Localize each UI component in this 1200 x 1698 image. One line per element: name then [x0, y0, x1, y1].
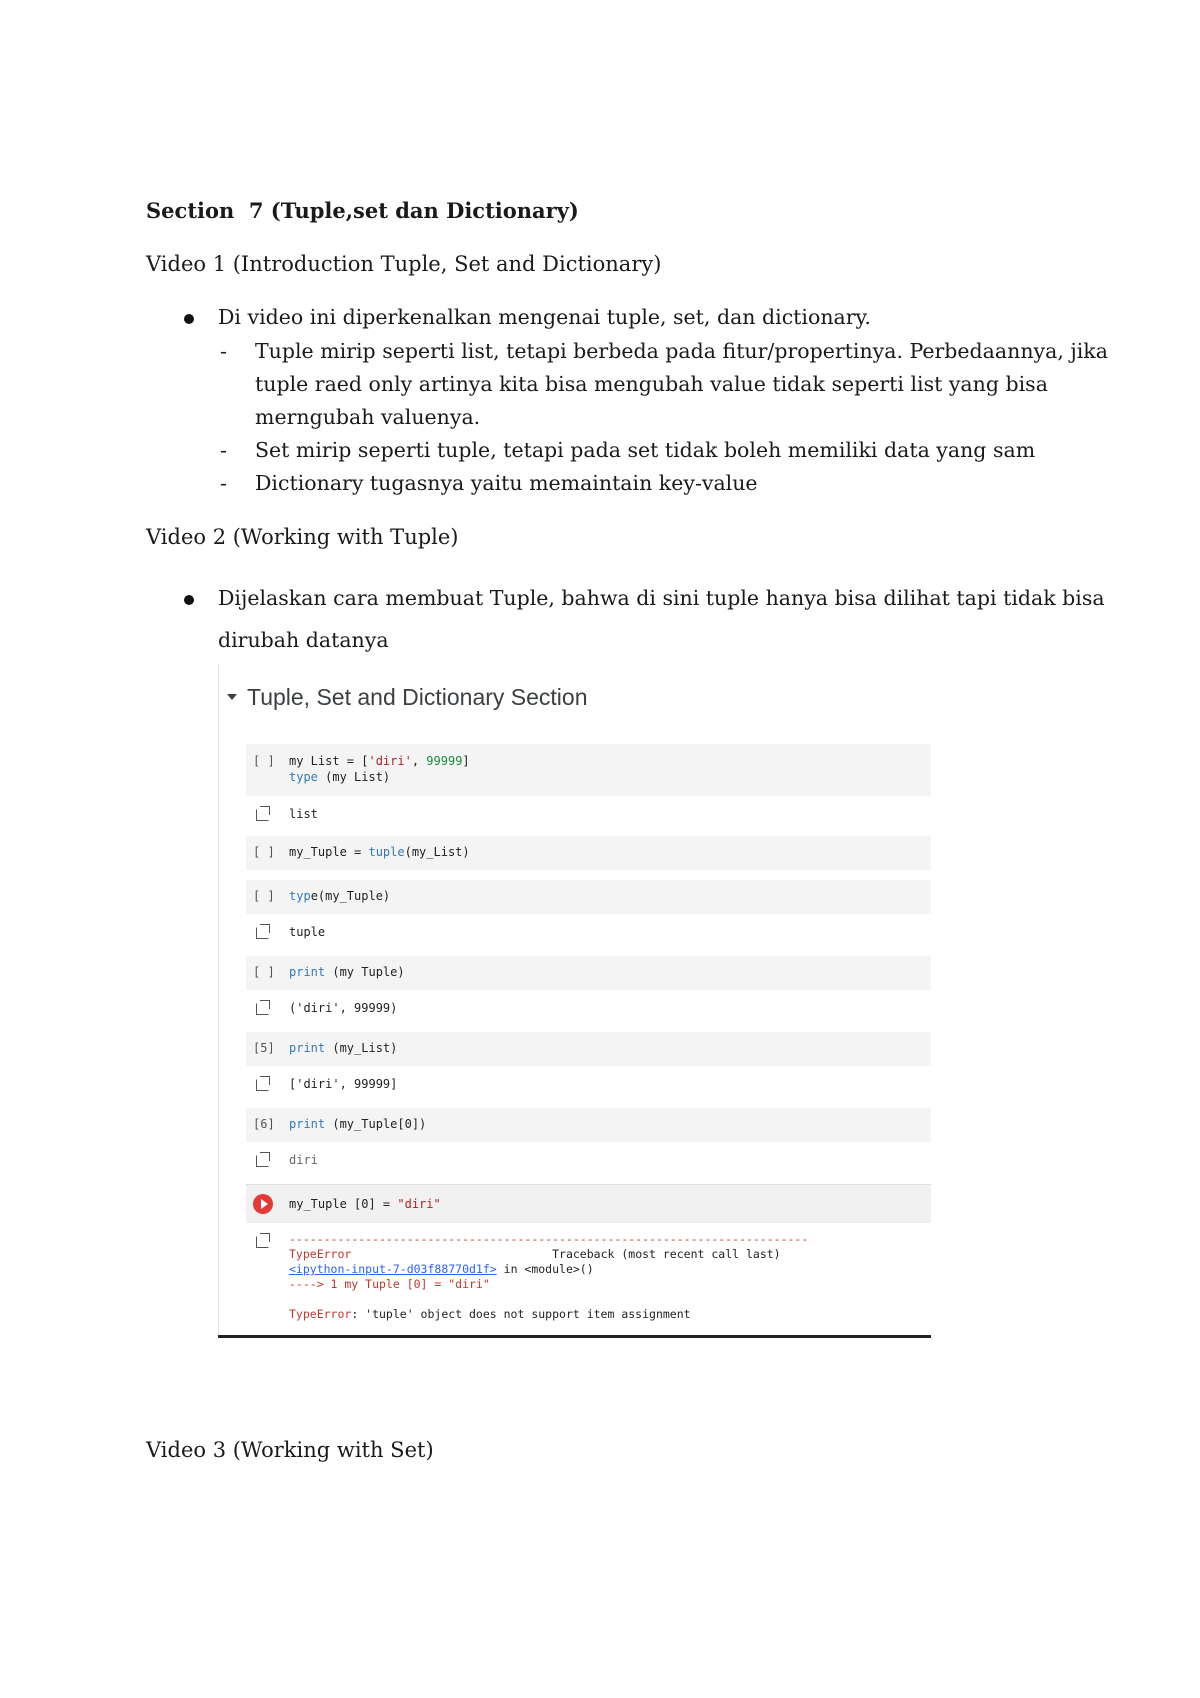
error-traceback [289, 1232, 808, 1322]
traceback-label: Traceback (most recent call last) [552, 1247, 781, 1261]
output-icon [256, 1155, 269, 1167]
cell-output [246, 1070, 931, 1098]
code-cell[interactable] [246, 956, 931, 990]
collapse-triangle-icon [227, 694, 237, 700]
code-keyword: print [289, 965, 326, 979]
cell-code [289, 964, 405, 980]
dash-mark: - [220, 471, 227, 495]
video2-bullet-line2: dirubah datanya [218, 628, 389, 652]
error-message-type: TypeError [289, 1307, 352, 1321]
code-cell[interactable] [246, 880, 931, 914]
section-heading: Section 7 (Tuple,set dan Dictionary) [146, 198, 579, 223]
cell-gutter: [5] [253, 1041, 275, 1055]
output-icon [256, 1079, 269, 1091]
output-text: list [289, 807, 318, 821]
code-cell[interactable] [246, 1032, 931, 1066]
video1-dash1-line1: Tuple mirip seperti list, tetapi berbeda pada fitur/propertinya. Perbedaannya, jika [255, 339, 1108, 363]
code-text: my List = [ [289, 754, 369, 768]
cell-code [289, 1040, 397, 1056]
code-number: 99999 [426, 754, 463, 768]
error-output [246, 1228, 931, 1328]
cell-output [246, 994, 931, 1022]
cell-code [289, 753, 470, 785]
code-text: (my List) [317, 770, 391, 784]
video1-dash1-line2: tuple raed only artinya kita bisa mengubah value tidak seperti list yang bisa [255, 372, 1048, 396]
code-cell[interactable] [246, 1184, 931, 1223]
cell-gutter: [ ] [253, 754, 275, 768]
notebook-section-title: Tuple, Set and Dictionary Section [247, 684, 588, 710]
video2-bullet-line1: Dijelaskan cara membuat Tuple, bahwa di sini tuple hanya bisa dilihat tapi tidak bisa [218, 586, 1105, 610]
code-keyword: typ [289, 889, 311, 903]
notebook-section-header [227, 684, 588, 711]
code-text: , [411, 754, 427, 768]
output-icon [256, 1003, 269, 1015]
error-type: TypeError [289, 1247, 352, 1261]
video1-bullet-text: Di video ini diperkenalkan mengenai tuple, set, dan dictionary. [218, 305, 871, 329]
output-text: diri [289, 1153, 318, 1167]
video1-dash1-line3: merngubah valuenya. [255, 405, 481, 429]
code-text: e(my_Tuple) [310, 889, 391, 903]
video1-title: Video 1 (Introduction Tuple, Set and Dictionary) [146, 252, 662, 276]
code-string: "diri" [397, 1197, 441, 1211]
video1-dash3: Dictionary tugasnya yaitu memaintain key-value [255, 471, 758, 495]
cell-output [246, 918, 931, 946]
code-keyword: type [289, 770, 318, 784]
cell-code [289, 1196, 441, 1212]
code-text: (my Tuple) [325, 965, 405, 979]
dash-mark: - [220, 339, 227, 363]
code-cell[interactable] [246, 744, 931, 796]
cell-output [246, 800, 931, 828]
code-text: my_Tuple = [289, 845, 369, 859]
code-text: ] [462, 754, 470, 768]
screenshot-bottom-border [218, 1335, 931, 1338]
output-icon [256, 1236, 269, 1248]
cell-output [246, 1146, 931, 1174]
code-string: 'diri' [368, 754, 412, 768]
code-keyword: print [289, 1041, 326, 1055]
run-cell-error-icon[interactable] [253, 1194, 273, 1214]
error-source-link[interactable]: <ipython-input-7-d03f88770d1f> [289, 1262, 497, 1276]
code-keyword: tuple [368, 845, 405, 859]
cell-gutter: [ ] [253, 889, 275, 903]
code-cell[interactable] [246, 1108, 931, 1142]
error-dashes: --------------------------------------------------------------------------- [289, 1232, 809, 1246]
code-keyword: print [289, 1117, 326, 1131]
video3-title: Video 3 (Working with Set) [146, 1438, 434, 1462]
code-text: (my_Tuple[0]) [325, 1117, 427, 1131]
video2-title: Video 2 (Working with Tuple) [146, 525, 459, 549]
cell-gutter: [ ] [253, 845, 275, 859]
cell-code [289, 1116, 426, 1132]
bullet-dot [184, 595, 194, 605]
video1-dash2: Set mirip seperti tuple, tetapi pada set tidak boleh memiliki data yang sam [255, 438, 1036, 462]
output-text: ['diri', 99999] [289, 1077, 398, 1091]
output-icon [256, 927, 269, 939]
error-message: : 'tuple' object does not support item assignment [351, 1307, 691, 1321]
output-text: ('diri', 99999) [289, 1001, 398, 1015]
cell-gutter: [ ] [253, 965, 275, 979]
code-text: my_Tuple [0] = [289, 1197, 398, 1211]
output-text: tuple [289, 925, 326, 939]
code-cell[interactable] [246, 836, 931, 870]
bullet-dot [184, 314, 194, 324]
notebook-screenshot [218, 664, 931, 1338]
code-text: (my_List) [404, 845, 470, 859]
output-icon [256, 809, 269, 821]
cell-code [289, 844, 470, 860]
cell-code [289, 888, 390, 904]
error-arrow-line: ----> 1 my Tuple [0] = "diri" [289, 1277, 490, 1291]
code-text: (my_List) [325, 1041, 398, 1055]
cell-gutter: [6] [253, 1117, 275, 1131]
dash-mark: - [220, 438, 227, 462]
error-in-module: in <module>() [496, 1262, 594, 1276]
